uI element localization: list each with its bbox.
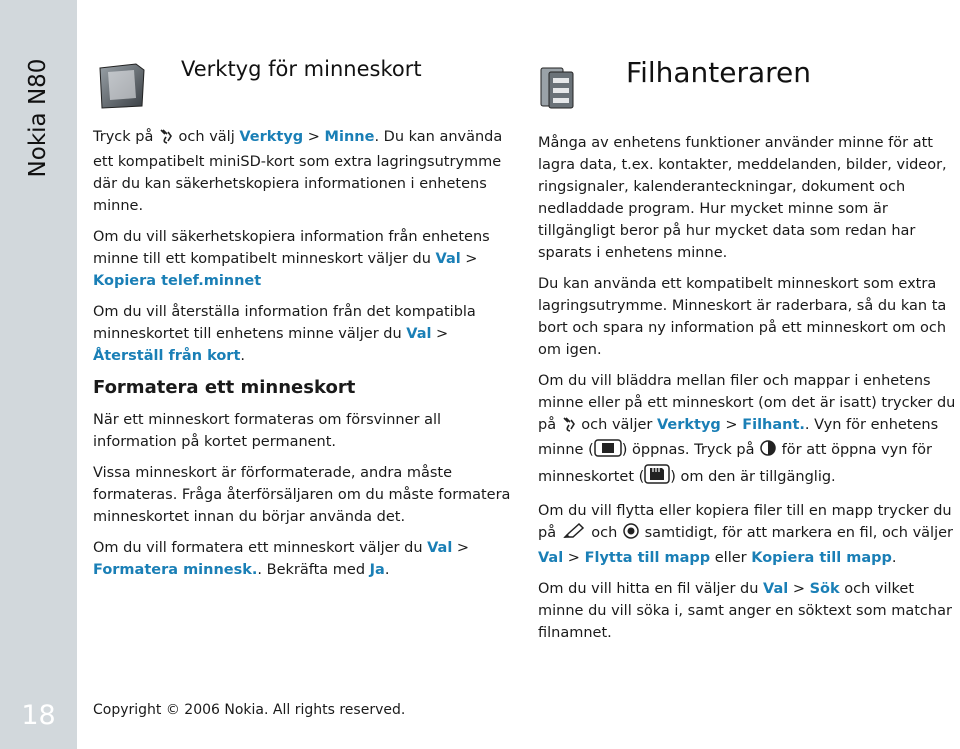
menu-path-val: Val [427,540,453,556]
text: och vilket minne du vill söka i, samt anger en söktext som matchar filnamnet. [538,581,952,641]
menu-key-icon [561,416,577,439]
menu-path-kopiera: Kopiera telef.minnet [93,273,262,289]
menu-path-verktyg: Verktyg [656,417,721,433]
text: > [452,540,470,556]
text: > [303,129,325,145]
menu-path-val: Val [406,326,432,342]
menu-path-formatera: Formatera minnesk. [93,562,258,578]
section-title-file-manager: Filhanteraren [626,56,812,89]
menu-path-flytta: Flytta till mapp [584,550,711,566]
text: > [431,326,449,342]
menu-path-minne: Minne [324,129,375,145]
page-number: 18 [21,700,56,731]
paragraph [93,301,513,367]
menu-path-aterstall: Återställ från kort [93,348,241,364]
text: ) öppnas. Tryck på [621,442,760,458]
text: Tryck på [93,129,158,145]
text: . Du kan använda ett kompatibelt miniSD-kort som extra lagringsutrymme där du kan säkerhetskopiera informationen i enhetens minne. [93,129,503,214]
menu-path-ja: Ja [369,562,385,578]
text: . Bekräfta med [257,562,370,578]
paragraph [538,500,958,569]
menu-path-val: Val [538,550,564,566]
text: Om du vill bläddra mellan filer och mappar i enhetens minne eller på ett minneskort (om det är isatt) trycker du på [538,373,956,433]
text: . [384,562,390,578]
paragraph: När ett minneskort formateras om försvinner all information på kortet permanent. [93,412,442,450]
sidebar [0,0,77,749]
paragraph: Vissa minneskort är förformaterade, andra måste formateras. Fråga återförsäljaren om du måste formatera minneskortet innan du börjar använda det. [93,465,511,525]
scroll-right-icon [759,439,777,464]
menu-path-val: Val [763,581,789,597]
paragraph [538,578,958,644]
section-title-memory-card-tools: Verktyg för minneskort [181,57,422,81]
menu-path-sok: Sök [809,581,840,597]
text: och [586,525,622,541]
paragraph: Du kan använda ett kompatibelt minneskort som extra lagringsutrymme. Minneskort är raderbara, så du kan ta bort och spara ny information på ett minneskort om och om igen. [538,276,947,358]
menu-path-val: Val [435,251,461,267]
footer-copyright: Copyright © 2006 Nokia. All rights reserved. [93,702,406,718]
text: samtidigt, för att markera en fil, och väljer [639,525,953,541]
menu-path-filhant: Filhant. [742,417,805,433]
file-manager-icon [539,64,575,114]
paragraph [93,537,513,581]
text: ) om den är tillgänglig. [670,469,836,485]
text: > [563,550,585,566]
text: . Vyn för enhetens minne ( [538,417,939,458]
paragraph [93,126,513,217]
phone-memory-icon [594,439,622,464]
text: Om du vill flytta eller kopiera filer till en mapp trycker du på [538,503,952,541]
subheading-format-card: Formatera ett minneskort [93,377,356,398]
text: Om du vill hitta en fil väljer du [538,581,764,597]
joystick-press-icon [622,522,640,547]
text: > [460,251,478,267]
paragraph [538,370,958,491]
text: eller [710,550,752,566]
menu-key-icon [158,128,174,151]
sidebar-title: Nokia N80 [25,58,51,178]
paragraph [93,226,513,292]
edit-key-icon [561,522,587,547]
text: Om du vill återställa information från det kompatibla minneskortet till enhetens minne väljer du [93,304,476,342]
text: > [720,417,743,433]
left-column [93,126,513,590]
text: . [891,550,897,566]
right-column [538,132,958,653]
menu-path-kopiera-till-mapp: Kopiera till mapp [751,550,892,566]
memory-card-small-icon [644,464,670,491]
text: och välj [173,129,240,145]
text: > [788,581,810,597]
text: Om du vill formatera ett minneskort väljer du [93,540,428,556]
menu-path-verktyg: Verktyg [239,129,304,145]
text: Om du vill säkerhetskopiera information från enhetens minne till ett kompatibelt minneskort väljer du [93,229,490,267]
text: . [240,348,245,364]
text: för att öppna vyn för minneskortet ( [538,442,932,485]
text: och väljer [576,417,657,433]
paragraph: Många av enhetens funktioner använder minne för att lagra data, t.ex. kontakter, meddelanden, bilder, videor, ringsignaler, kalenderanteckningar, dokument och nedladdade program. Hur mycket minne som är tillgängligt beror på hur mycket data som redan har sparats i enhetens minne. [538,135,947,261]
memory-card-icon [96,62,148,114]
